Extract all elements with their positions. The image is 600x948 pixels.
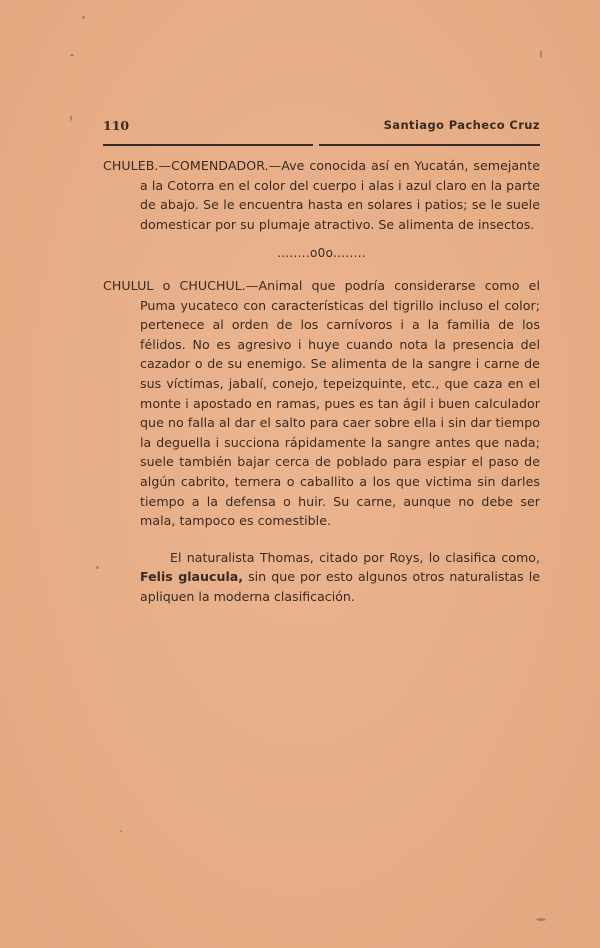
page-number: 110 [103,118,130,133]
paper-speck [120,830,122,832]
header-rule-right [319,144,540,146]
paper-speck [82,16,85,19]
paper-speck [540,50,542,58]
running-title: Santiago Pacheco Cruz [383,118,540,132]
classification-note [103,548,540,607]
paper-speck [70,115,72,121]
running-head [103,118,540,136]
note-text-after: sin que por esto algunos otros naturalistas le apliquen la moderna clasificación. [140,569,540,604]
entry-chulul [103,276,540,531]
note-text-before: El naturalista Thomas, citado por Roys, lo clasifica como, [170,549,540,565]
scientific-name: Felis glaucula, [140,569,244,585]
section-separator: ........o0o........ [277,246,366,261]
entry-chuleb [103,156,540,234]
body-text [103,156,540,606]
entry-text: Ave conocida así en Yucatán, semejante a la Cotorra en el color del cuerpo i alas i azul claro en la parte de abajo. Se le encuentra hasta en solares i patios; se le suele domesticar por su plumaje atractivo. Se alimenta de insectos. [140,158,540,232]
entry-headword: CHULUL o CHUCHUL.— [103,277,259,293]
entry-text: Animal que podría considerarse como el Puma yucateco con características del tigrillo incluso el color; pertenece al orden de los carnívoros i a la familia de los félidos. No es agresivo i huye cuando nota la presencia del cazador o de su enemigo. Se alimenta de la sangre i carne de sus víctimas, jabalí, conejo, tepeizquinte, etc., que caza en el monte i apostado en ramas, pues es tan ágil i buen calculador que no falla al dar el salto para caer sobre ella i sin dar tiempo la deguella i succiona rápidamente la sangre antes que nada; suele también bajar cerca de poblado para espiar el paso de algún cabrito, ternera o caballito a los que victima sin darles tiempo a la defensa o huir. Su carne, aunque no debe ser mala, tampoco es comestible. [140,277,541,529]
header-rule-left [103,144,313,146]
entry-headword: CHULEB.—COMENDADOR.— [103,158,282,173]
paper-speck [70,54,74,56]
paper-speck [536,918,546,921]
paper-speck [96,566,99,569]
header-rule [103,144,540,146]
